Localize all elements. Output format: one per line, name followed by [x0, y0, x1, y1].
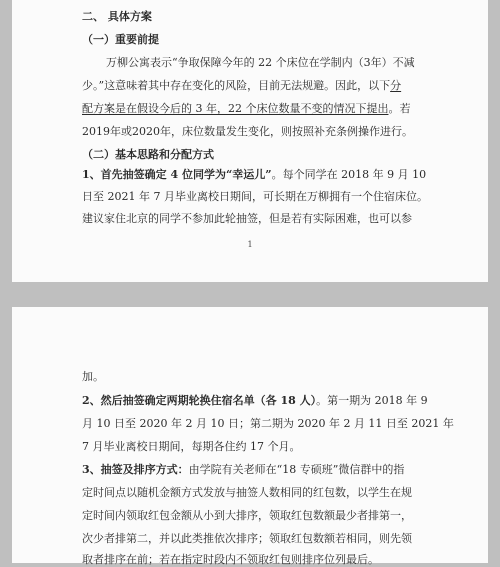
list-item-heading: 1、首先抽签确定 4 位同学为“幸运儿”: [82, 168, 272, 181]
subsection-heading: （二）基本思路和分配方式: [82, 148, 214, 161]
paragraph-line: [82, 79, 488, 93]
list-item-line: [82, 168, 488, 182]
paragraph-line: 日至 2021 年 7 月毕业离校日期间，可长期在万柳拥有一个住宿床位。: [82, 190, 428, 203]
underlined-text: 配方案是在假设今后的 3 年，22 个床位数量不变的情况下提出: [82, 102, 389, 115]
list-item-text: 。第一期为 2018 年 9: [316, 394, 428, 407]
document-page-2: [12, 307, 488, 566]
list-item-text: 。每个同学在 2018 年 9 月 10: [271, 168, 427, 181]
subsection-heading: （一）重要前提: [82, 33, 159, 46]
list-item-line: [82, 463, 488, 477]
paragraph-line: 万柳公寓表示“争取保障今年的 22 个床位在学制内（3年）不减: [106, 56, 415, 69]
paragraph-line: 建议家住北京的同学不参加此轮抽签，但是若有实际困难，也可以参: [82, 212, 412, 225]
page-number: 1: [247, 240, 253, 249]
list-item-heading: 2、然后抽签确定两期轮换住宿名单（各 18 人）: [82, 394, 317, 407]
paragraph-line: 加。: [82, 370, 104, 383]
list-item-heading: 3、抽签及排序方式：: [82, 463, 189, 476]
paragraph-line: 2019年或2020年，床位数量发生变化，则按照补充条例操作进行。: [82, 125, 413, 138]
paragraph-text: 少。”这意味着其中存在变化的风险，目前无法规避。因此，以下: [82, 79, 391, 92]
paragraph-line: 月 10 日至 2020 年 2 月 10 日；第二期为 2020 年 2 月 11 日至 2021 年: [82, 417, 454, 430]
paragraph-line: 定时间内领取红包金额从小到大排序，领取红包数额最少者排第一，: [82, 509, 412, 522]
paragraph-text: 。若: [388, 102, 411, 115]
paragraph-line: 定时间点以随机金额方式发放与抽签人数相同的红包数，以学生在规: [82, 486, 412, 499]
section-heading: 二、 具体方案: [82, 10, 152, 23]
paragraph-line: 7 月毕业离校日期间，每期各住约 17 个月。: [82, 440, 301, 453]
list-item-text: 由学院有关老师在“18 专硕班”微信群中的指: [188, 463, 405, 476]
underlined-text: 分: [390, 79, 402, 92]
list-item-line: [82, 394, 488, 408]
document-page-1: [12, 0, 488, 282]
paragraph-line: [82, 102, 488, 116]
paragraph-line: 次少者排第二，并以此类推依次排序；领取红包数额若相同，则先领: [82, 532, 412, 545]
paragraph-line: 取者排序在前；若在指定时段内不领取红包则排序位列最后。: [82, 553, 379, 566]
